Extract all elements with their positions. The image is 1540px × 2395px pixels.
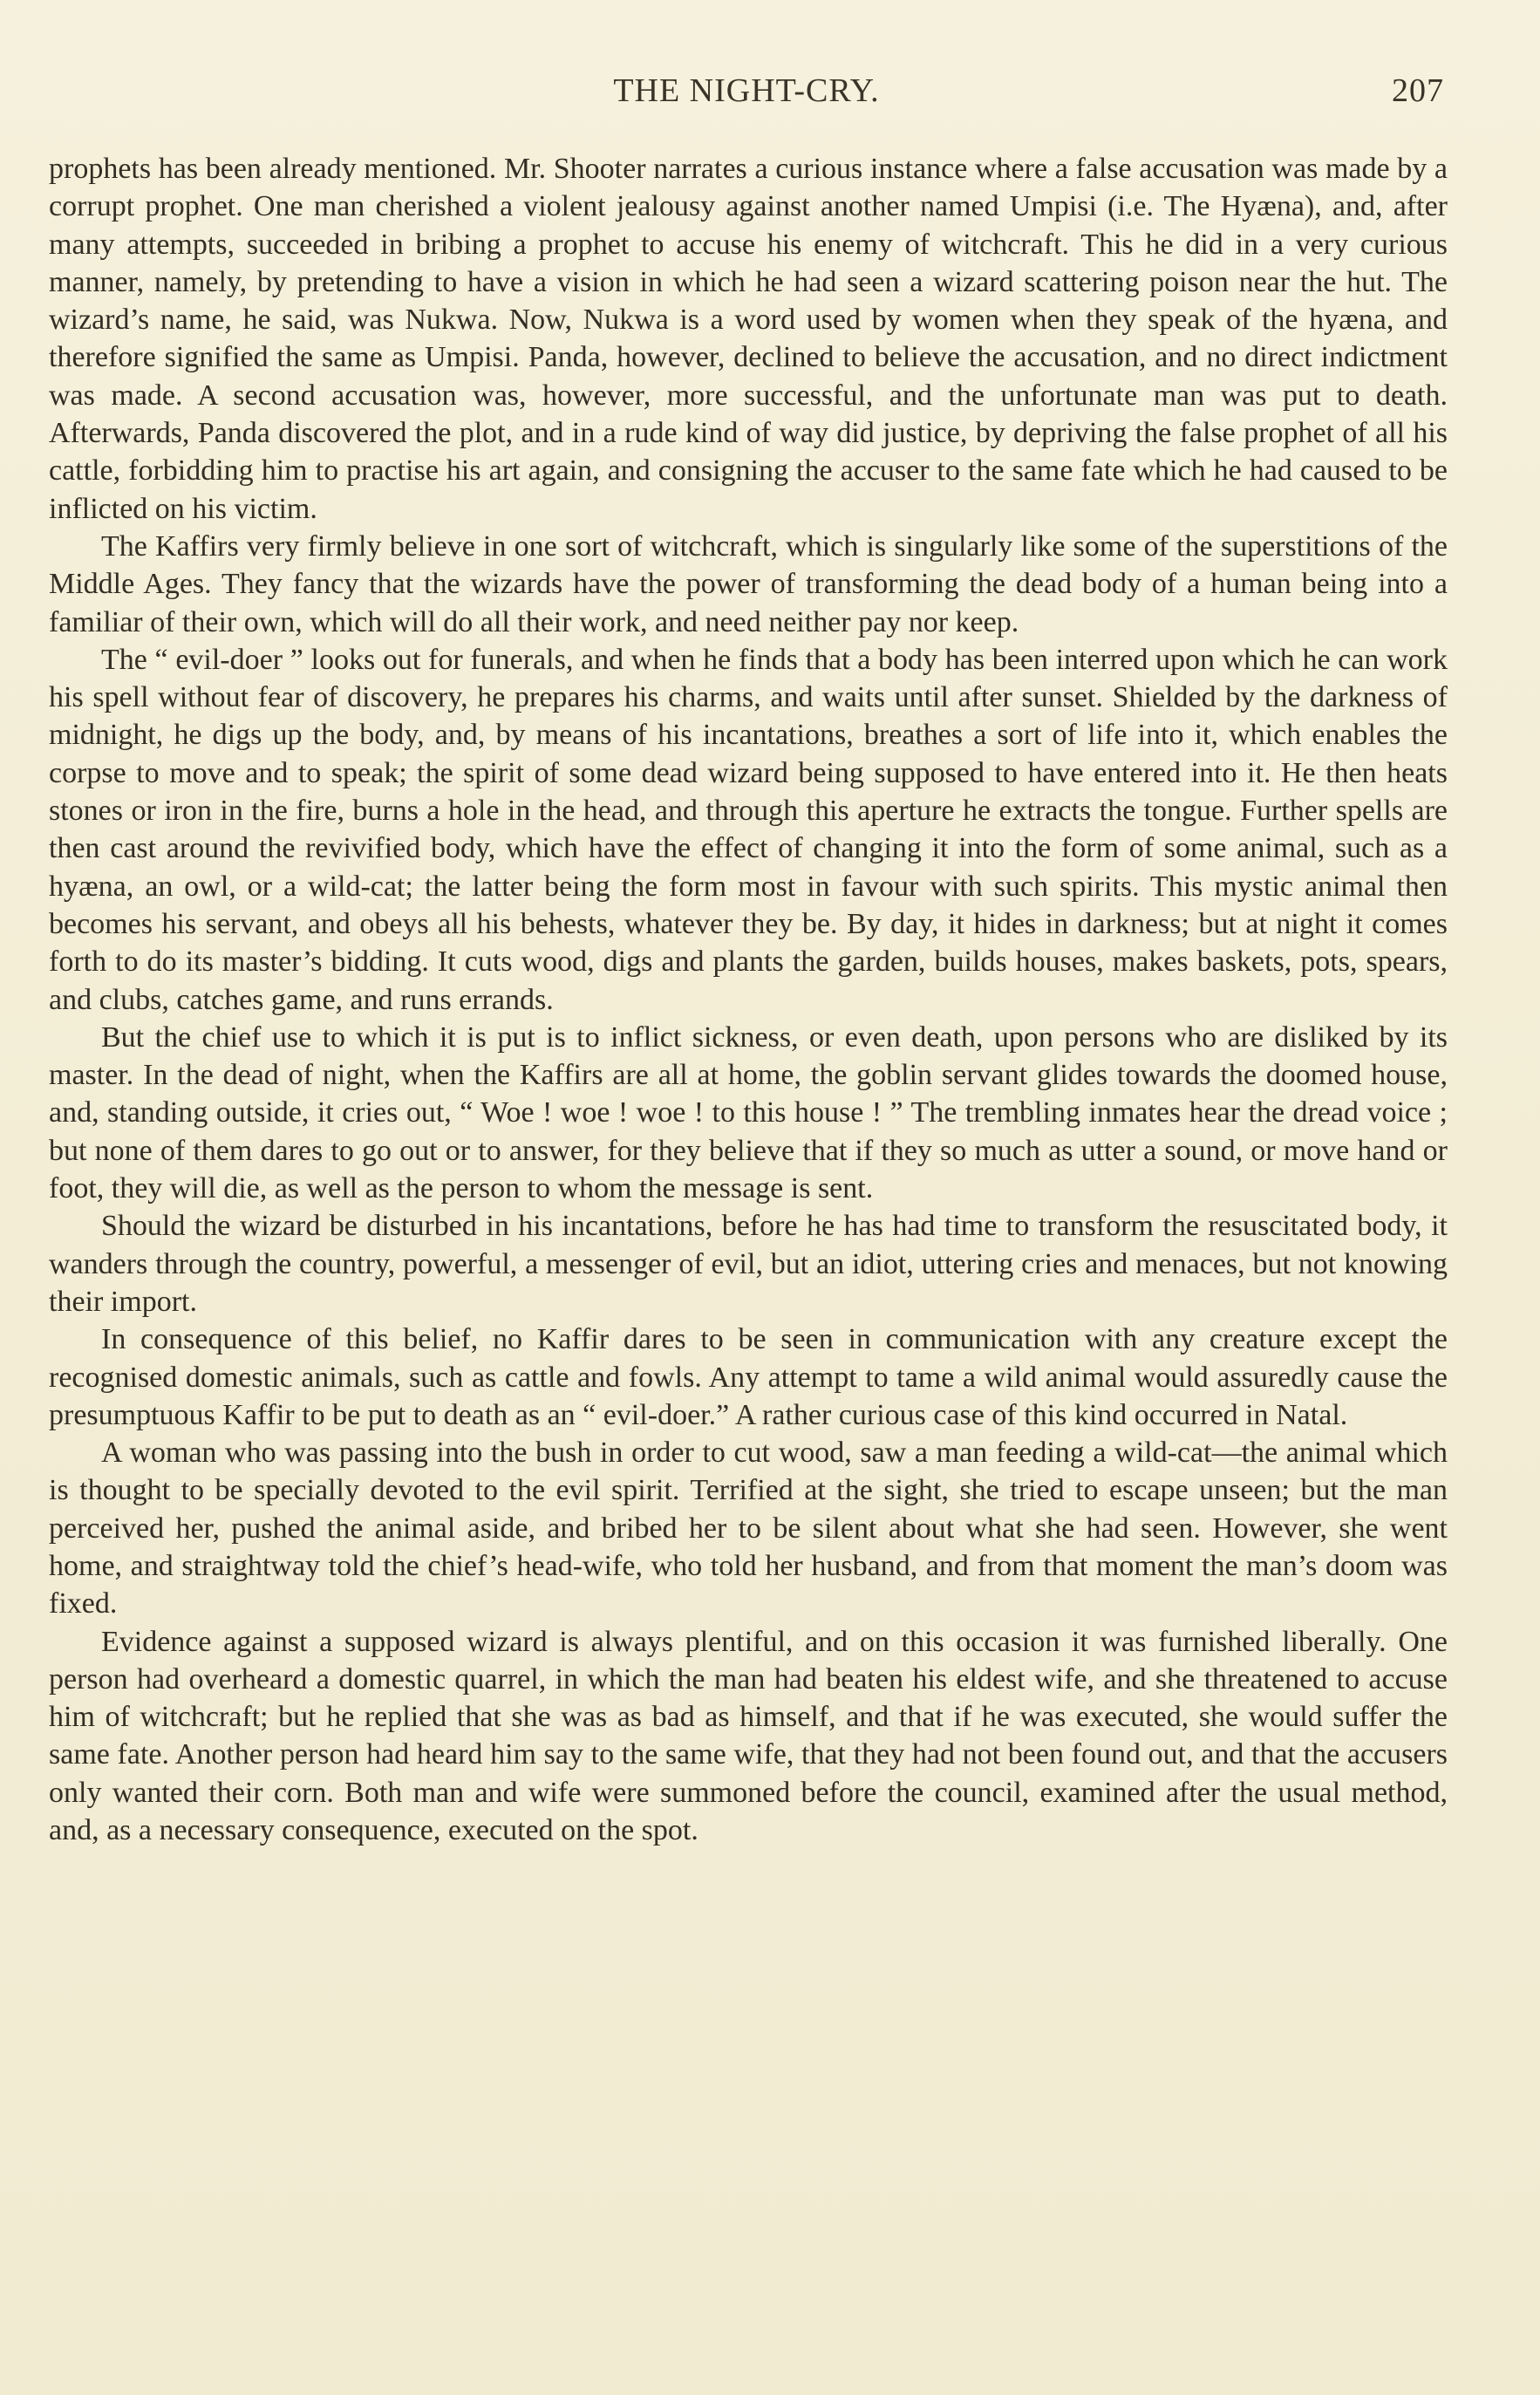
paragraph: The “ evil-doer ” looks out for funerals, and when he finds that a body has been interred upon which he can work his spell without fear of discovery, he prepares his charms, and waits until after sunset. Shielded by the darkness of midnight, he digs up the body, and, by means of his incantations, breathes a sort of life into it, which enables the corpse to move and to speak; the spirit of some dead wizard being supposed to have entered into it. He then heats stones or iron in the fire, burns a hole in the head, and through this aperture he extracts the tongue. Further spells are then cast around the revivified body, which have the effect of changing it into the form of some animal, such as a hyæna, an owl, or a wild-cat; the latter being the form most in favour with such spirits. This mystic animal then becomes his servant, and obeys all his behests, whatever they be. By day, it hides in darkness; but at night it comes forth to do its master’s bidding. It cuts wood, digs and plants the garden, builds houses, makes baskets, pots, spears, and clubs, catches game, and runs errands. [49, 643, 1448, 1016]
paragraph: But the chief use to which it is put is to inflict sickness, or even death, upon persons who are disliked by its master. In the dead of night, when the Kaffirs are all at home, the goblin servant glides towards the doomed house, and, standing outside, it cries out, “ Woe ! woe ! woe ! to this house ! ” The trembling inmates hear the dread voice ; but none of them dares to go out or to answer, for they believe that if they so much as utter a sound, or move hand or foot, they will die, as well as the person to whom the message is sent. [49, 1020, 1448, 1205]
paragraph: Should the wizard be disturbed in his incantations, before he has had time to transform the resuscitated body, it wanders through the country, powerful, a messenger of evil, but an idiot, uttering cries and menaces, but not knowing their import. [49, 1210, 1448, 1318]
paragraph: Evidence against a supposed wizard is always plentiful, and on this occasion it was furnished liberally. One person had overheard a domestic quarrel, in which the man had beaten his eldest wife, and she threatened to accuse him of witchcraft; but he replied that she was as bad as himself, and that if he was executed, she would suffer the same fate. Another person had heard him say to the same wife, that they had not been found out, and that the accusers only wanted their corn. Both man and wife were summoned before the council, examined after the usual method, and, as a necessary consequence, executed on the spot. [49, 1625, 1448, 1847]
running-head [49, 72, 1444, 124]
paragraph: The Kaffirs very firmly believe in one sort of witchcraft, which is singularly like some of the superstitions of the Middle Ages. They fancy that the wizards have the power of transforming the dead body of a human being into a familiar of their own, which will do all their work, and need neither pay nor keep. [49, 529, 1448, 638]
page-number: 207 [1392, 72, 1444, 109]
paragraph: prophets has been already mentioned. Mr. Shooter narrates a curious instance where a false accusation was made by a corrupt prophet. One man cherished a violent jealousy against another named Umpisi (i.e. The Hyæna), and, after many attempts, succeeded in bribing a prophet to accuse his enemy of witchcraft. This he did in a very curious manner, namely, by pretending to have a vision in which he had seen a wizard scattering poison near the hut. The wizard’s name, he said, was Nukwa. Now, Nukwa is a word used by women when they speak of the hyæna, and therefore signified the same as Umpisi. Panda, however, declined to believe the accusation, and no direct indictment was made. A second accusation was, however, more successful, and the unfortunate man was put to death. Afterwards, Panda discovered the plot, and in a rude kind of way did justice, by depriving the false prophet of all his cattle, forbidding him to practise his art again, and consigning the accuser to the same fate which he had caused to be inflicted on his victim. [49, 153, 1448, 525]
running-title: THE NIGHT-CRY. [613, 72, 880, 109]
paragraph: In consequence of this belief, no Kaffir dares to be seen in communication with any creature except the recognised domestic animals, such as cattle and fowls. Any attempt to tame a wild animal would assuredly cause the presumptuous Kaffir to be put to death as an “ evil-doer.” A rather curious case of this kind occurred in Natal. [49, 1323, 1448, 1431]
paragraph: A woman who was passing into the bush in order to cut wood, saw a man feeding a wild-cat—the animal which is thought to be specially devoted to the evil spirit. Terrified at the sight, she tried to escape unseen; but the man perceived her, pushed the animal aside, and bribed her to be silent about what she had seen. However, she went home, and straightway told the chief’s head-wife, who told her husband, and from that moment the man’s doom was fixed. [49, 1436, 1448, 1621]
body-text [49, 150, 1448, 1849]
